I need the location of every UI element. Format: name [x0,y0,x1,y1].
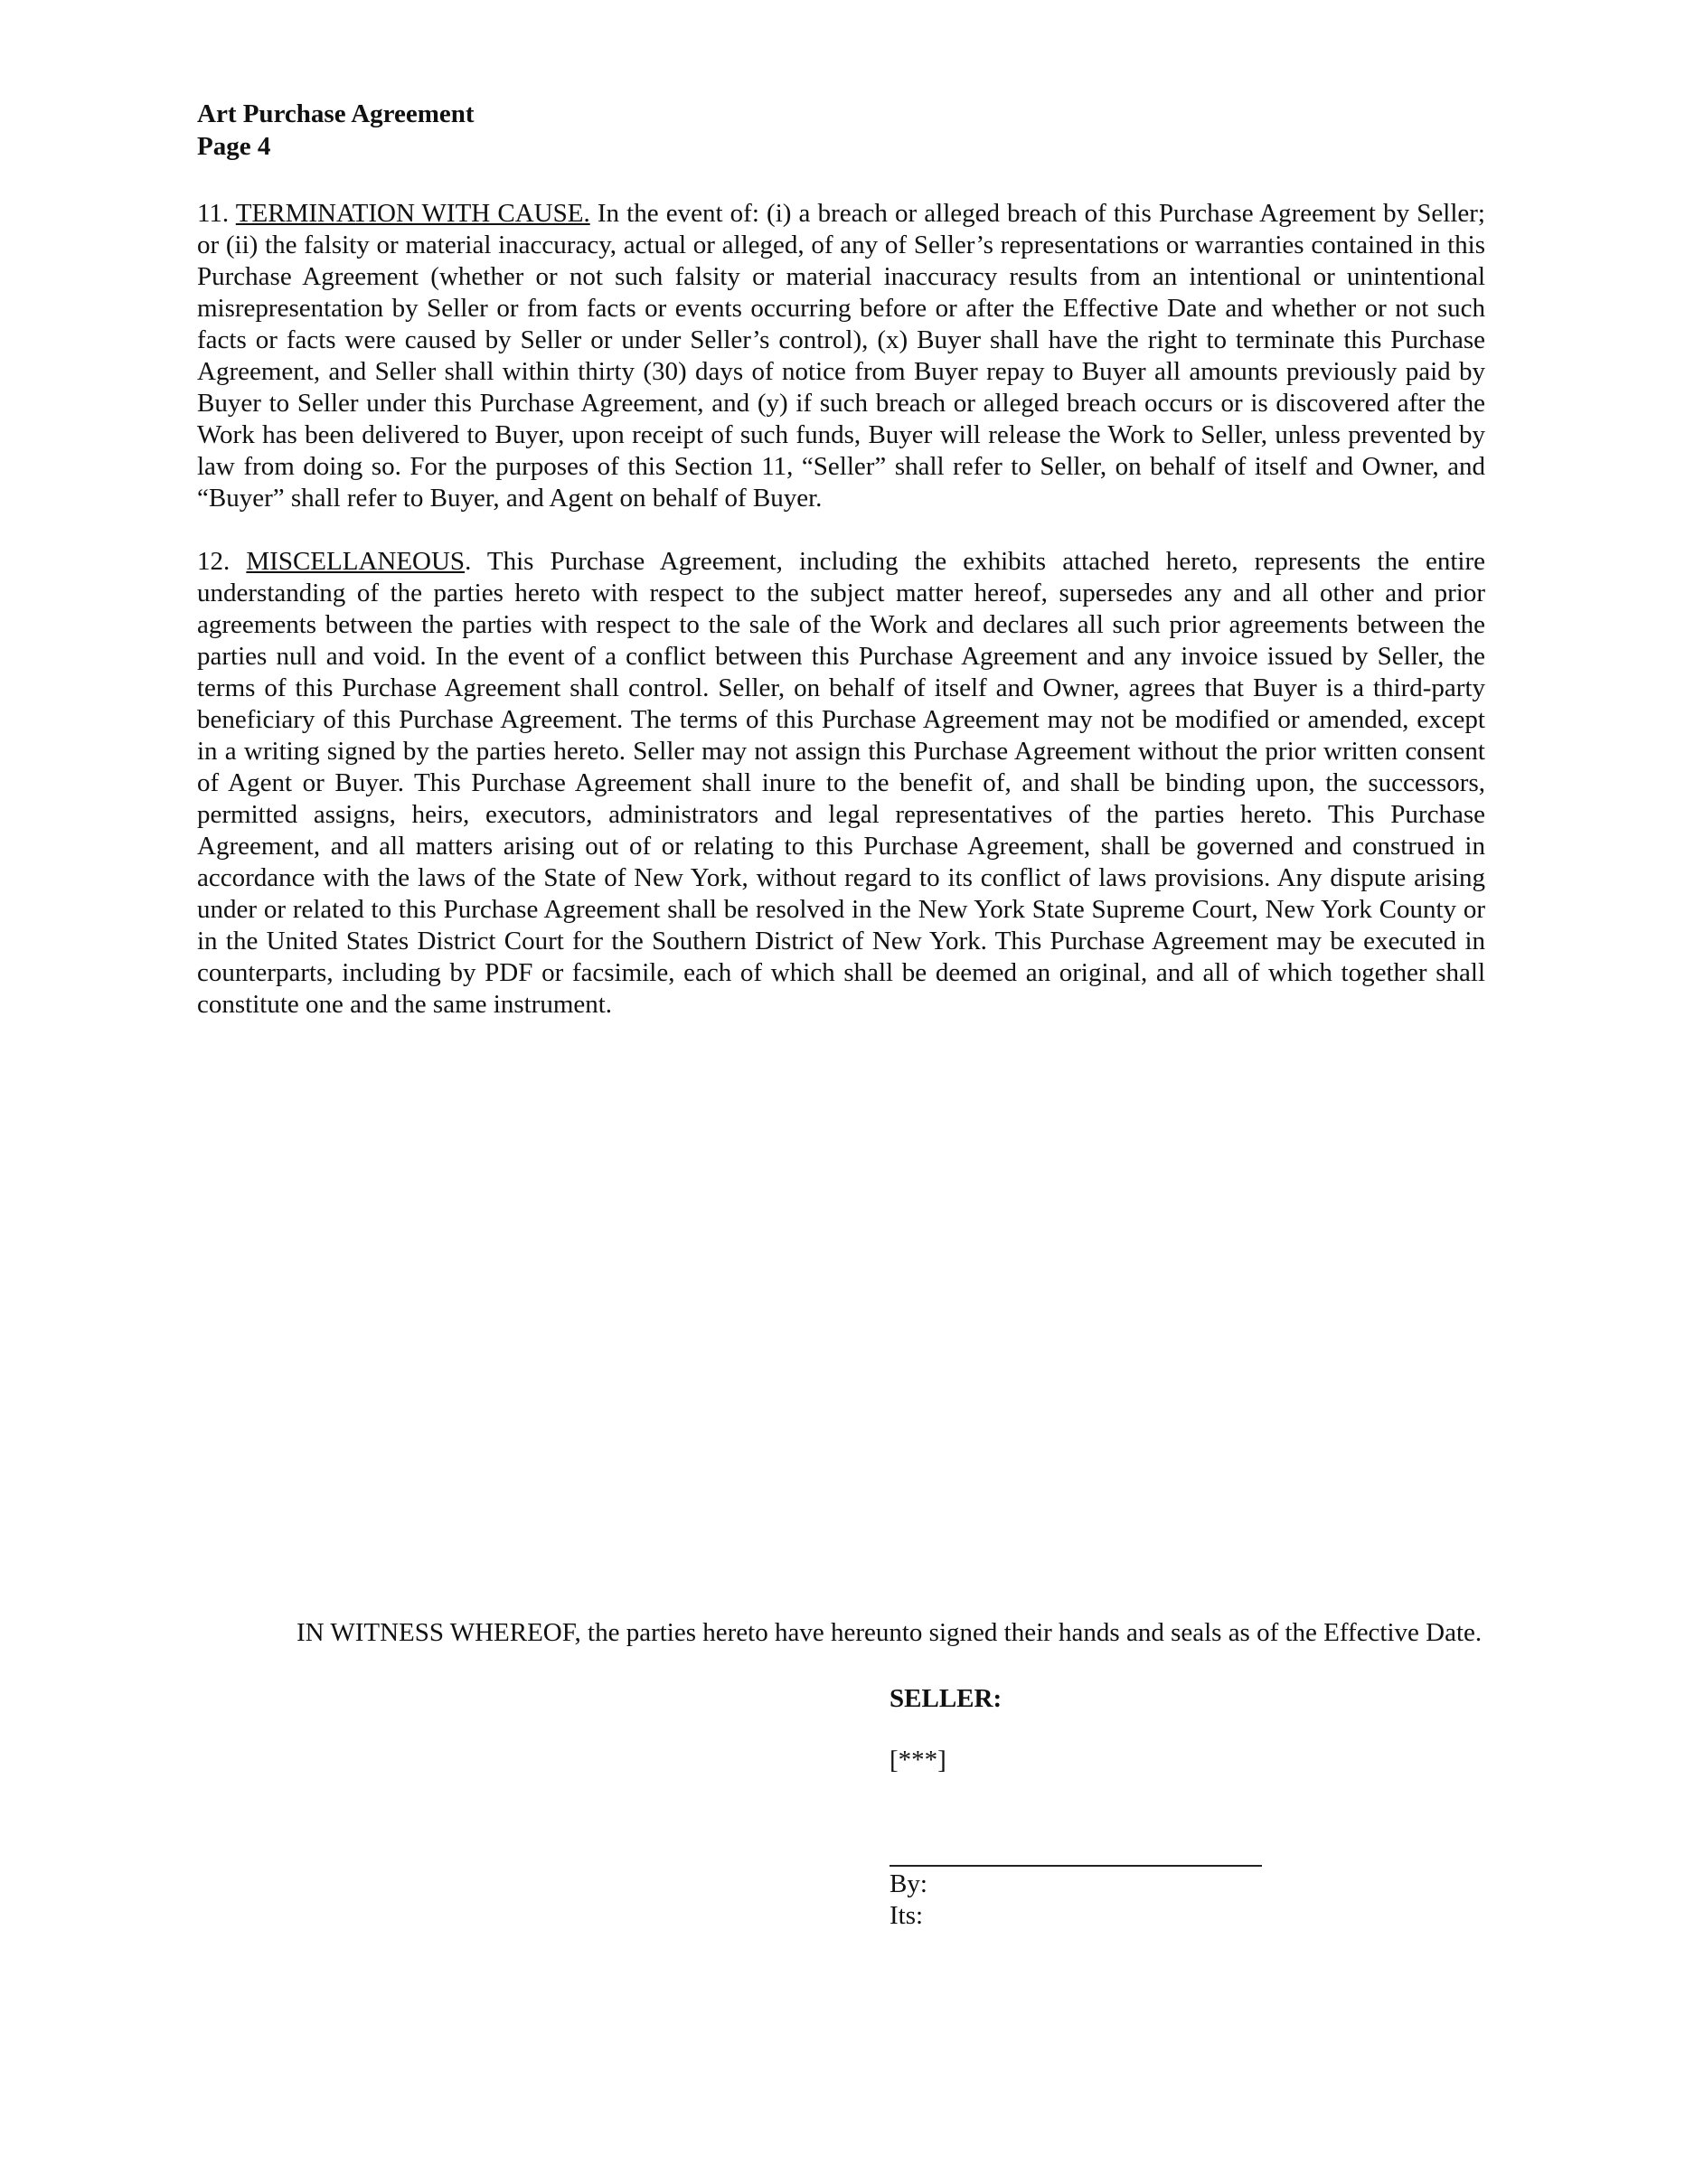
by-label: By: [890,1869,927,1898]
section-11-paragraph [197,198,1485,514]
section-12-paragraph [197,546,1485,1021]
witness-clause: IN WITNESS WHEREOF, the parties hereto have hereunto signed their hands and seals as of the Effective Date. [297,1618,1483,1647]
section-11-text: In the event of: (i) a breach or alleged breach of this Purchase Agreement by Seller; or (ii) the falsity or material inaccuracy, actual or alleged, of any of Seller’s representations or warranties contained in this Purchase Agreement (whether or not such falsity or material inaccuracy results from an intentional or unintentional misrepresentation by Seller or from facts or events occurring before or after the Effective Date and whether or not such facts or facts were caused by Seller or under Seller’s control), (x) Buyer shall have the right to terminate this Purchase Agreement, and Seller shall within thirty (30) days of notice from Buyer repay to Buyer all amounts previously paid by Buyer to Seller under this Purchase Agreement, and (y) if such breach or alleged breach occurs or is discovered after the Work has been delivered to Buyer, upon receipt of such funds, Buyer will release the Work to Seller, unless prevented by law from doing so. For the purposes of this Section 11, “Seller” shall refer to Seller, on behalf of itself and Owner, and “Buyer” shall refer to Buyer, and Agent on behalf of Buyer. [197,199,1485,513]
signature-line [890,1865,1262,1867]
document-header [197,98,475,163]
section-11-title: TERMINATION WITH CAUSE. [235,199,590,228]
seller-label: SELLER: [890,1684,1003,1713]
section-12-title: MISCELLANEOUS [246,547,466,576]
document-title: Art Purchase Agreement [197,99,475,128]
page-number: Page 4 [197,132,271,161]
section-12-number: 12. [197,547,247,576]
seller-name: [***] [890,1746,946,1774]
its-label: Its: [890,1901,924,1930]
seller-signature-block [890,1683,1278,1932]
section-12-text: . This Purchase Agreement, including the exhibits attached hereto, represents the entire understanding of the parties hereto with respect to the subject matter hereof, supersedes any and all other and prior agreements between the parties with respect to the sale of the Work and declares all such prior agreements between the parties null and void. In the event of a conflict between this Purchase Agreement and any invoice issued by Seller, the terms of this Purchase Agreement shall control. Seller, on behalf of itself and Owner, agrees that Buyer is a third-party beneficiary of this Purchase Agreement. The terms of this Purchase Agreement may not be modified or amended, except in a writing signed by the parties hereto. Seller may not assign this Purchase Agreement without the prior written consent of Agent or Buyer. This Purchase Agreement shall inure to the benefit of, and shall be binding upon, the successors, permitted assigns, heirs, executors, administrators and legal representatives of the parties hereto. This Purchase Agreement, and all matters arising out of or relating to this Purchase Agreement, shall be governed and construed in accordance with the laws of the State of New York, without regard to its conflict of laws provisions. Any dispute arising under or related to this Purchase Agreement shall be resolved in the New York State Supreme Court, New York County or in the United States District Court for the Southern District of New York. This Purchase Agreement may be executed in counterparts, including by PDF or facsimile, each of which shall be deemed an original, and all of which together shall constitute one and the same instrument. [197,547,1486,1019]
section-11-number: 11. [197,199,236,228]
